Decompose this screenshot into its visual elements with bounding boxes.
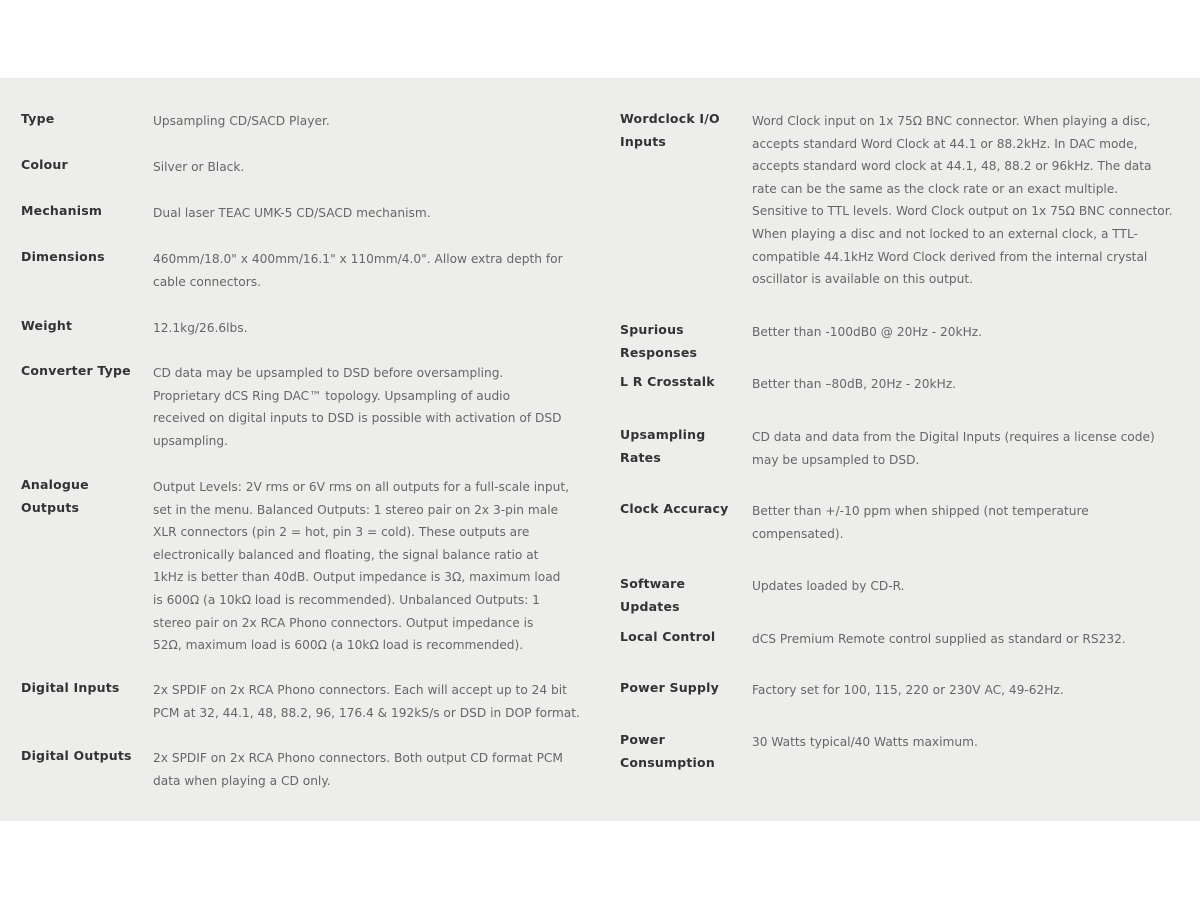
spec-label-line: Inputs [620, 133, 667, 149]
spec-label-line: L R Crosstalk [620, 374, 715, 389]
spec-value-line: Factory set for 100, 115, 220 or 230V AC, 49-62Hz. [752, 683, 1064, 697]
spec-label [620, 424, 705, 469]
spec-value-line: stereo pair on 2x RCA Phono connectors. Output impedance is [153, 615, 534, 630]
spec-value-line: rate can be the same as the clock rate or an exact multiple. [752, 181, 1119, 196]
spec-value [752, 110, 1172, 291]
spec-value-line: cable connectors. [153, 274, 261, 289]
spec-value-line: When playing a disc and not locked to an external clock, a TTL- [752, 226, 1138, 241]
spec-value-line: Sensitive to TTL levels. Word Clock output on 1x 75Ω BNC connector. [752, 204, 1173, 219]
spec-label [21, 154, 68, 177]
spec-label-line: Digital Inputs [21, 680, 120, 695]
spec-label-line: Rates [620, 449, 661, 465]
spec-value-line: set in the menu. Balanced Outputs: 1 stereo pair on 2x 3-pin male [153, 502, 559, 517]
spec-label [620, 371, 715, 394]
spec-value-line: 2x SPDIF on 2x RCA Phono connectors. Both output CD format PCM [153, 751, 563, 765]
spec-label [620, 626, 715, 649]
spec-value-line: accepts standard Word Clock at 44.1 or 88.2kHz. In DAC mode, [752, 136, 1138, 151]
spec-value-line: compatible 44.1kHz Word Clock derived from the internal crystal [752, 249, 1148, 264]
spec-value-line: may be upsampled to DSD. [752, 452, 920, 467]
spec-value [153, 317, 248, 340]
spec-value-line: PCM at 32, 44.1, 48, 88.2, 96, 176.4 & 192kS/s or DSD in DOP format. [153, 705, 580, 720]
spec-label-line: Analogue [21, 477, 89, 492]
spec-value-line: compensated). [752, 526, 844, 541]
spec-value-line: accepts standard word clock at 44.1, 48, 88.2 or 96kHz. The data [752, 159, 1152, 174]
spec-label [620, 319, 697, 364]
spec-value-line: electronically balanced and floating, the signal balance ratio at [153, 547, 539, 562]
spec-value [752, 679, 1064, 702]
spec-value [153, 476, 569, 657]
spec-value-line: Output Levels: 2V rms or 6V rms on all outputs for a full-scale input, [153, 480, 570, 494]
spec-value-line: Better than –80dB, 20Hz - 20kHz. [752, 377, 957, 391]
spec-label-line: Converter Type [21, 363, 131, 378]
spec-label-line: Responses [620, 344, 698, 360]
spec-value-line: Updates loaded by CD-R. [752, 579, 905, 593]
spec-value [752, 426, 1155, 471]
spec-value-line: XLR connectors (pin 2 = hot, pin 3 = cold). These outputs are [153, 525, 530, 540]
specifications-panel [0, 78, 1200, 821]
spec-value-line: Silver or Black. [153, 160, 245, 174]
spec-value [752, 575, 905, 598]
spec-value-line: 2x SPDIF on 2x RCA Phono connectors. Each will accept up to 24 bit [153, 683, 567, 697]
spec-label-line: Power Supply [620, 680, 719, 695]
spec-value [153, 248, 563, 293]
spec-value-line: Dual laser TEAC UMK-5 CD/SACD mechanism. [153, 206, 431, 220]
spec-label-line: Updates [620, 598, 680, 614]
spec-value-line: 1kHz is better than 40dB. Output impedance is 3Ω, maximum load [153, 570, 561, 585]
spec-value [153, 679, 580, 724]
spec-label [21, 200, 102, 223]
spec-label [21, 246, 105, 269]
spec-value-line: Better than -100dB0 @ 20Hz - 20kHz. [752, 325, 983, 339]
spec-value [752, 500, 1089, 545]
spec-value [153, 362, 562, 452]
spec-label [21, 677, 120, 700]
spec-label-line: Mechanism [21, 203, 103, 218]
spec-value-line: 12.1kg/26.6lbs. [153, 321, 248, 335]
spec-value-line: upsampling. [153, 433, 228, 448]
spec-value [153, 110, 330, 133]
spec-label [620, 729, 715, 774]
spec-value-line: 460mm/18.0" x 400mm/16.1" x 110mm/4.0". Allow extra depth for [153, 252, 563, 266]
spec-label [620, 573, 685, 618]
spec-value-line: received on digital inputs to DSD is possible with activation of DSD [153, 411, 562, 426]
spec-value-line: is 600Ω (a 10kΩ load is recommended). Unbalanced Outputs: 1 [153, 592, 540, 607]
spec-value-line: CD data may be upsampled to DSD before oversampling. [153, 366, 504, 380]
spec-label-line: Colour [21, 157, 68, 172]
spec-label-line: Software [620, 576, 686, 591]
spec-label-line: Outputs [21, 499, 80, 515]
spec-label [21, 108, 54, 131]
spec-label-line: Power [620, 732, 665, 747]
spec-value-line: 52Ω, maximum load is 600Ω (a 10kΩ load is recommended). [153, 638, 524, 653]
spec-value-line: 30 Watts typical/40 Watts maximum. [752, 735, 978, 749]
spec-value-line: CD data and data from the Digital Inputs (requires a license code) [752, 430, 1155, 444]
spec-value-line: oscillator is available on this output. [752, 272, 973, 287]
spec-label [21, 745, 132, 768]
spec-value-line: data when playing a CD only. [153, 773, 331, 788]
spec-label-line: Dimensions [21, 249, 105, 264]
spec-label [21, 360, 131, 383]
spec-label-line: Spurious [620, 322, 684, 337]
spec-label-line: Wordclock I/O [620, 111, 720, 126]
spec-value-line: Word Clock input on 1x 75Ω BNC connector. When playing a disc, [752, 114, 1151, 128]
spec-label-line: Consumption [620, 754, 715, 770]
spec-value [752, 731, 978, 754]
spec-label [21, 474, 89, 519]
spec-label [620, 498, 728, 521]
spec-value-line: Upsampling CD/SACD Player. [153, 114, 330, 128]
spec-value [153, 156, 244, 179]
spec-label [21, 315, 72, 338]
spec-value [752, 628, 1126, 651]
spec-value-line: Better than +/-10 ppm when shipped (not temperature [752, 504, 1089, 518]
spec-value [153, 202, 431, 225]
spec-value [153, 747, 563, 792]
spec-label-line: Local Control [620, 629, 716, 644]
spec-label [620, 108, 720, 153]
spec-label-line: Upsampling [620, 427, 706, 442]
spec-label-line: Type [21, 111, 55, 126]
spec-label-line: Clock Accuracy [620, 501, 729, 516]
spec-label-line: Digital Outputs [21, 748, 132, 763]
spec-value [752, 373, 956, 396]
spec-label [620, 677, 719, 700]
spec-value-line: Proprietary dCS Ring DAC™ topology. Upsampling of audio [153, 388, 511, 403]
spec-label-line: Weight [21, 318, 73, 333]
spec-value [752, 321, 982, 344]
spec-value-line: dCS Premium Remote control supplied as standard or RS232. [752, 632, 1126, 646]
